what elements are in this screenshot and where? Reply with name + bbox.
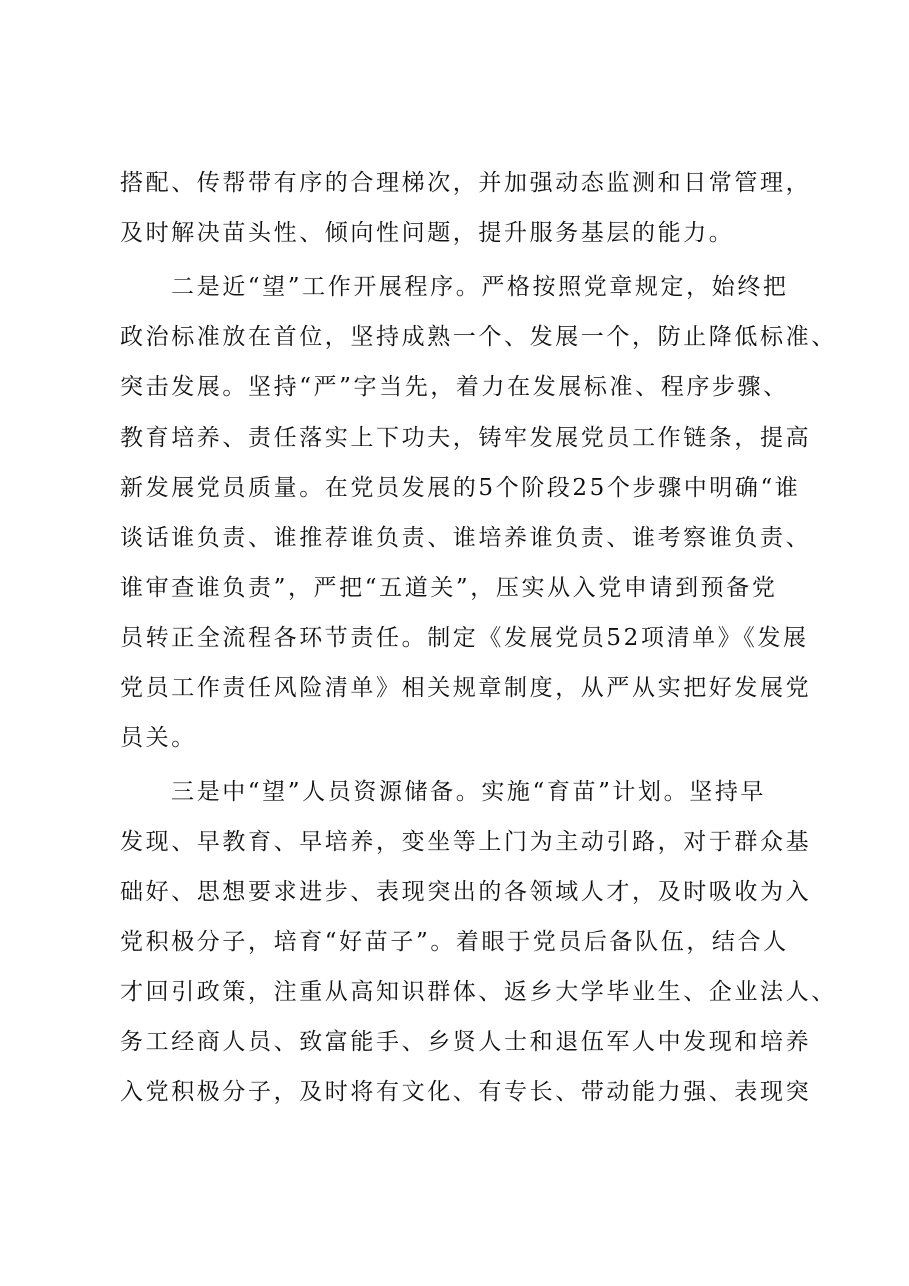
- text-line: 入党积极分子，及时将有文化、有专长、带动能力强、表现突: [120, 1079, 812, 1105]
- text-line: 及时解决苗头性、倾向性问题，提升服务基层的能力。: [120, 220, 735, 246]
- text-line: 员转正全流程各环节责任。制定《发展党员52项清单》《发展: [120, 625, 809, 651]
- text-line: 搭配、传帮带有序的合理梯次，并加强动态监测和日常管理，: [120, 170, 812, 196]
- text-line: 谈话谁负责、谁推荐谁负责、谁培养谁负责、谁考察谁负责、: [120, 525, 812, 551]
- text-line: 党员工作责任风险清单》相关规章制度，从严从实把好发展党: [120, 675, 812, 701]
- text-line: 础好、思想要求进步、表现突出的各领域人才，及时吸收为入: [120, 879, 812, 905]
- paragraph-first-line: 三是中“望”人员资源储备。实施“育苗”计划。坚持早: [171, 779, 767, 805]
- text-line: 党积极分子，培育“好苗子”。着眼于党员后备队伍，结合人: [120, 929, 789, 955]
- text-line: 发现、早教育、早培养，变坐等上门为主动引路，对于群众基: [120, 829, 812, 855]
- text-line: 政治标准放在首位，坚持成熟一个、发展一个，防止降低标准、: [120, 324, 837, 350]
- text-line: 新发展党员质量。在党员发展的5个阶段25个步骤中明确“谁: [120, 475, 801, 501]
- text-line: 务工经商人员、致富能手、乡贤人士和退伍军人中发现和培养: [120, 1029, 812, 1055]
- text-line: 突击发展。坚持“严”字当先，着力在发展标准、程序步骤、: [120, 374, 789, 400]
- text-line: 谁审查谁负责”，严把“五道关”，压实从入党申请到预备党: [120, 575, 778, 601]
- paragraph-first-line: 二是近“望”工作开展程序。严格按照党章规定，始终把: [171, 274, 789, 300]
- text-line: 员关。: [120, 725, 197, 751]
- text-line: 才回引政策，注重从高知识群体、返乡大学毕业生、企业法人、: [120, 979, 837, 1005]
- text-line: 教育培养、责任落实上下功夫，铸牢发展党员工作链条，提高: [120, 425, 812, 451]
